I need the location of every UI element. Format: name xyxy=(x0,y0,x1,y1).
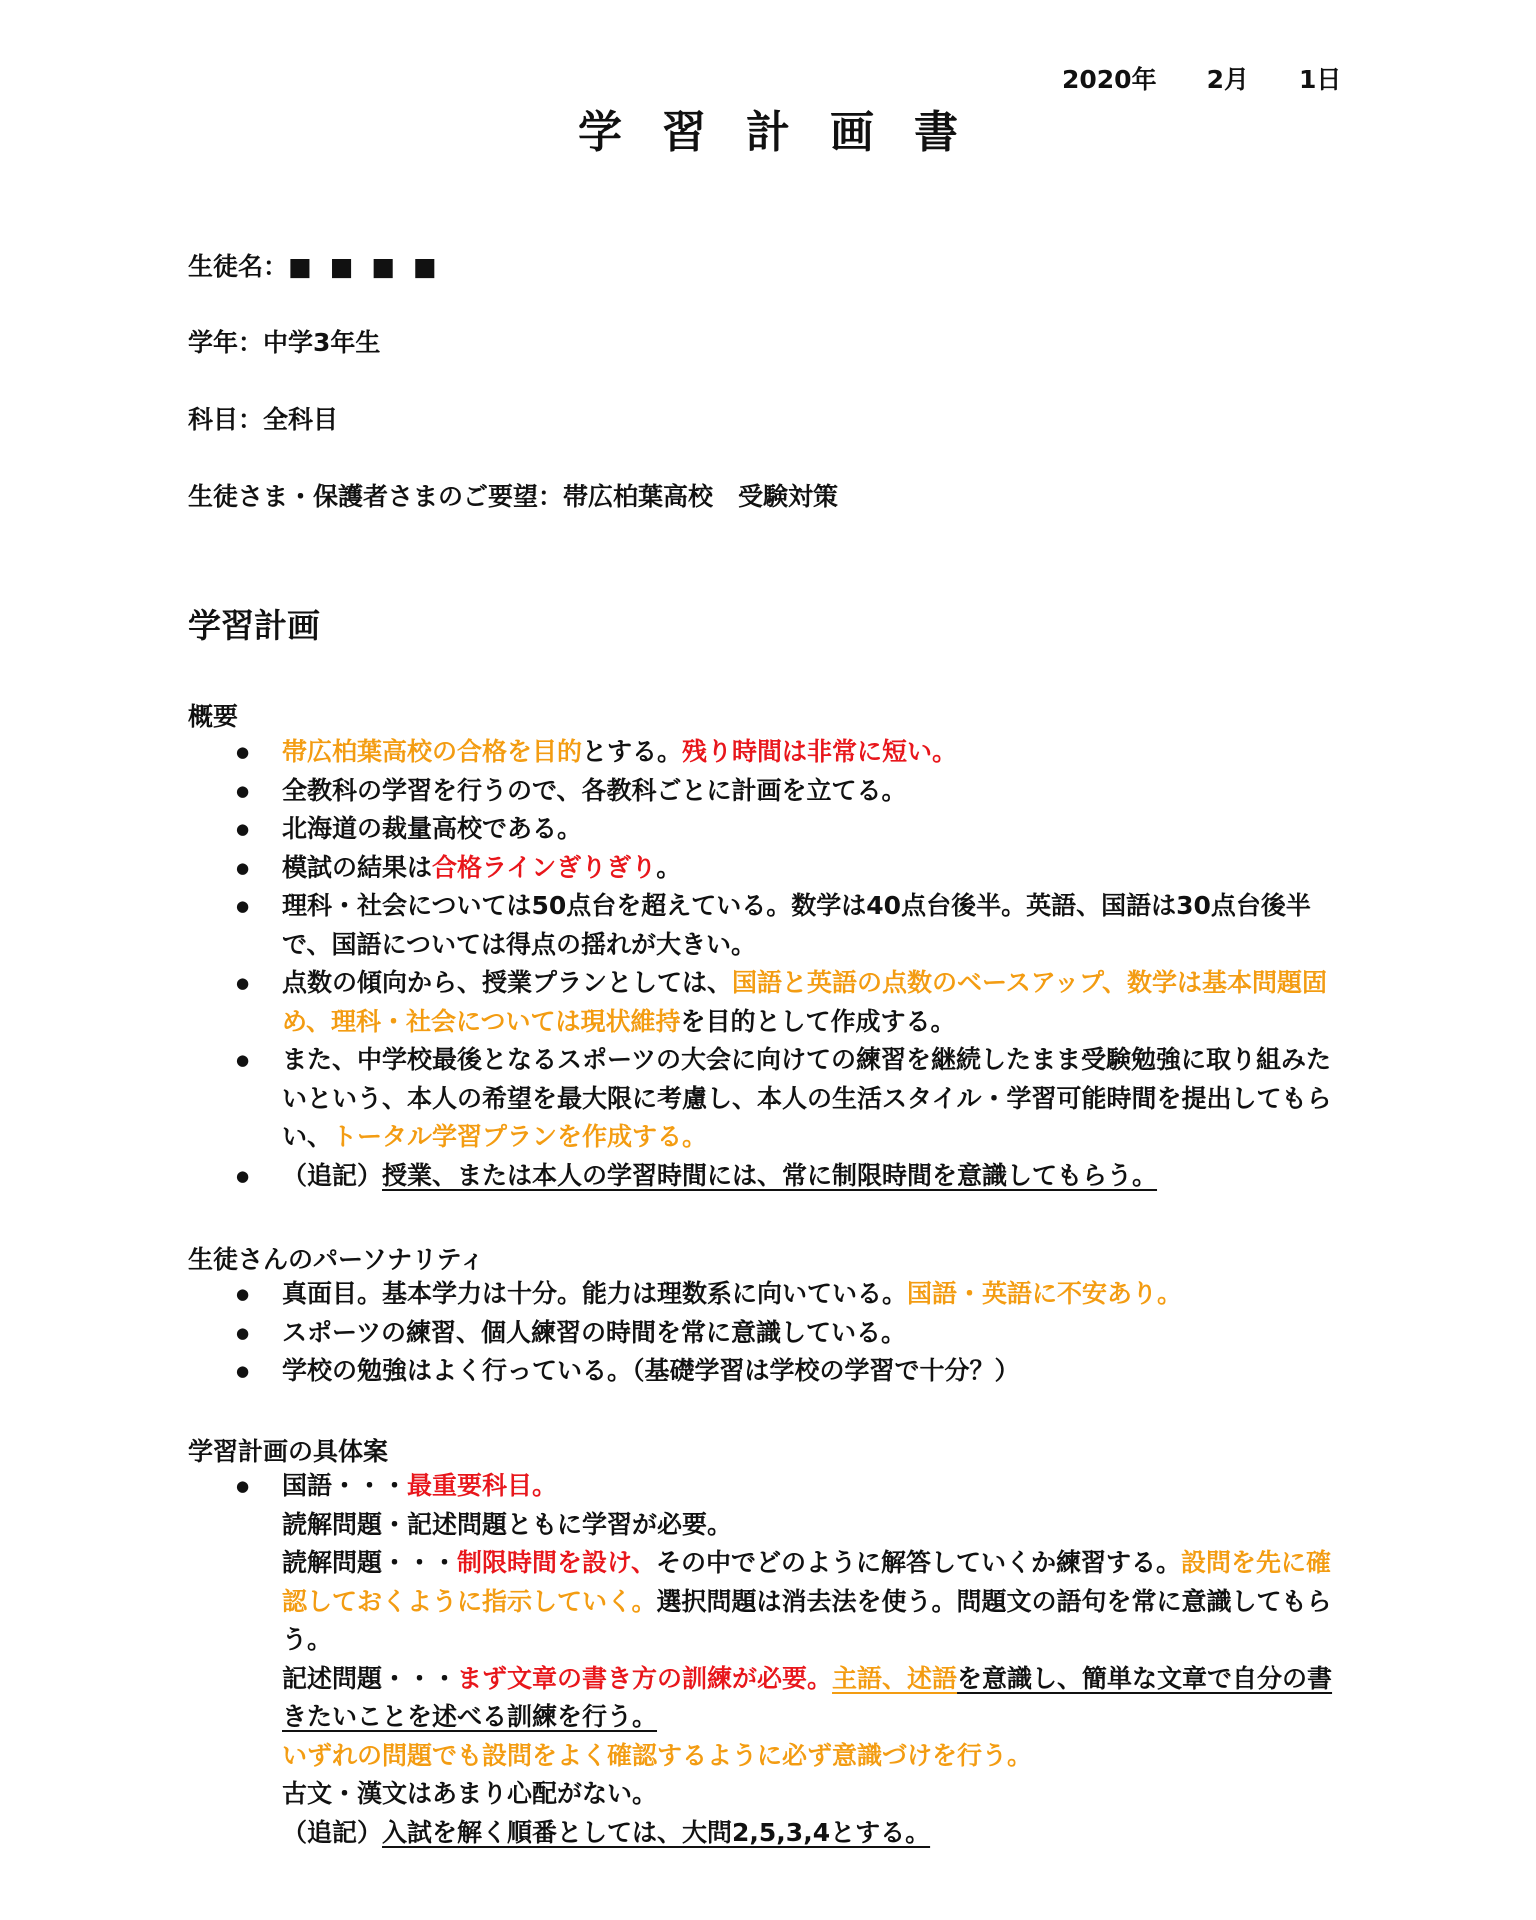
text: 模試の結果は xyxy=(282,852,433,882)
text: を目的として作成する。 xyxy=(680,1006,956,1036)
subject-predicate-highlight: 主語、述語 xyxy=(832,1663,958,1693)
list-item xyxy=(232,1157,1352,1196)
list-item xyxy=(232,964,1352,1041)
reading-plan xyxy=(282,1544,1352,1660)
exam-order-text: 入試を解く順番としては、大問2,5,3,4とする。 xyxy=(382,1817,931,1847)
list-item xyxy=(232,733,1352,772)
borderline-highlight: 合格ラインぎりぎり xyxy=(432,852,657,882)
text: とする。 xyxy=(582,737,683,766)
list-item: ● 理科・社会については50点台を超えている。数学は40点台後半。英語、国語は30点台後半で、国語については得点の揺れが大きい。 xyxy=(232,887,1352,964)
subject-label: 国語・・・ xyxy=(282,1471,408,1500)
overview-heading: 概要 xyxy=(188,702,239,731)
request-field: 生徒さま・保護者さまのご要望：帯広柏葉高校 受験対策 xyxy=(188,482,839,511)
concrete-plan-list xyxy=(232,1467,1352,1852)
list-item: ● 北海道の裁量高校である。 xyxy=(232,810,1352,849)
goal-highlight: 帯広柏葉高校の合格を目的 xyxy=(282,737,583,766)
time-limit-highlight: 制限時間を設け、 xyxy=(457,1548,657,1577)
list-item: ● 学校の勉強はよく行っている。（基礎学習は学校の学習で十分？） xyxy=(232,1352,1352,1391)
subject-field: 科目：全科目 xyxy=(188,405,339,434)
text: また、中学校最後となるスポーツの大会に向けての練習を継続したまま受験勉強に取り組みたいという、本人の希望を最大限に考慮し、本人の生活スタイル・学習可能時間を提出してもらい、 xyxy=(282,1045,1332,1151)
addendum-label: （追記） xyxy=(282,1817,383,1847)
exam-order-note xyxy=(282,1814,1352,1853)
student-name-field xyxy=(188,247,455,283)
time-limit-note: 授業、または本人の学習時間には、常に制限時間を意識してもらう。 xyxy=(382,1160,1158,1190)
text: その中でどのように解答していくか練習する。 xyxy=(656,1548,1182,1577)
overview-list xyxy=(232,733,1352,1195)
time-warning: 残り時間は非常に短い。 xyxy=(682,737,958,766)
list-item xyxy=(232,1041,1352,1157)
grade-field: 学年：中学3年生 xyxy=(188,328,381,357)
document-date: 2020年 2月 1日 xyxy=(1062,65,1342,94)
personality-list xyxy=(232,1275,1352,1391)
writing-training-highlight: まず文章の書き方の訓練が必要。 xyxy=(457,1663,833,1693)
text: 真面目。基本学力は十分。能力は理数系に向いている。 xyxy=(282,1279,908,1308)
text: 読解問題・・・ xyxy=(282,1548,458,1577)
list-item xyxy=(232,1275,1352,1314)
student-name-redacted: ■■■■ xyxy=(288,252,455,281)
text: 。 xyxy=(656,852,682,882)
text: 選択問題は消去法を使う。問題文の語句を常に意識してもらう。 xyxy=(282,1586,1332,1654)
question-check-highlight: 設問を先に確認しておくように指示していく。 xyxy=(282,1548,1332,1616)
list-item: ● スポーツの練習、個人練習の時間を常に意識している。 xyxy=(232,1314,1352,1353)
text: 読解問題・記述問題ともに学習が必要。 xyxy=(282,1509,733,1539)
personality-heading: 生徒さんのパーソナリティ xyxy=(188,1245,485,1274)
addendum-label: （追記） xyxy=(282,1160,383,1190)
plan-highlight: 国語と英語の点数のベースアップ、数学は基本問題固め、理科・社会については現状維持 xyxy=(282,968,1328,1036)
list-item xyxy=(232,1467,1352,1852)
writing-plan xyxy=(282,1660,1352,1737)
concrete-plan-heading: 学習計画の具体案 xyxy=(188,1437,389,1466)
concern-highlight: 国語・英語に不安あり。 xyxy=(907,1279,1183,1308)
list-item: ● 全教科の学習を行うので、各教科ごとに計画を立てる。 xyxy=(232,772,1352,811)
text: 古文・漢文はあまり心配がない。 xyxy=(282,1779,658,1808)
study-plan-heading: 学習計画 xyxy=(188,606,320,645)
text: 点数の傾向から、授業プランとしては、 xyxy=(282,968,733,997)
question-awareness-highlight: いずれの問題でも設問をよく確認するように必ず意識づけを行う。 xyxy=(282,1740,1033,1770)
priority-highlight: 最重要科目。 xyxy=(407,1471,558,1500)
list-item xyxy=(232,849,1352,888)
writing-training-note: を意識し、簡単な文章で自分の書きたいことを述べる訓練を行う。 xyxy=(282,1663,1333,1731)
total-plan-highlight: トータル学習プランを作成する。 xyxy=(332,1122,708,1151)
student-name-label: 生徒名： xyxy=(188,252,289,281)
text: 記述問題・・・ xyxy=(282,1663,458,1693)
document-title: 学習計画書 xyxy=(578,107,998,158)
